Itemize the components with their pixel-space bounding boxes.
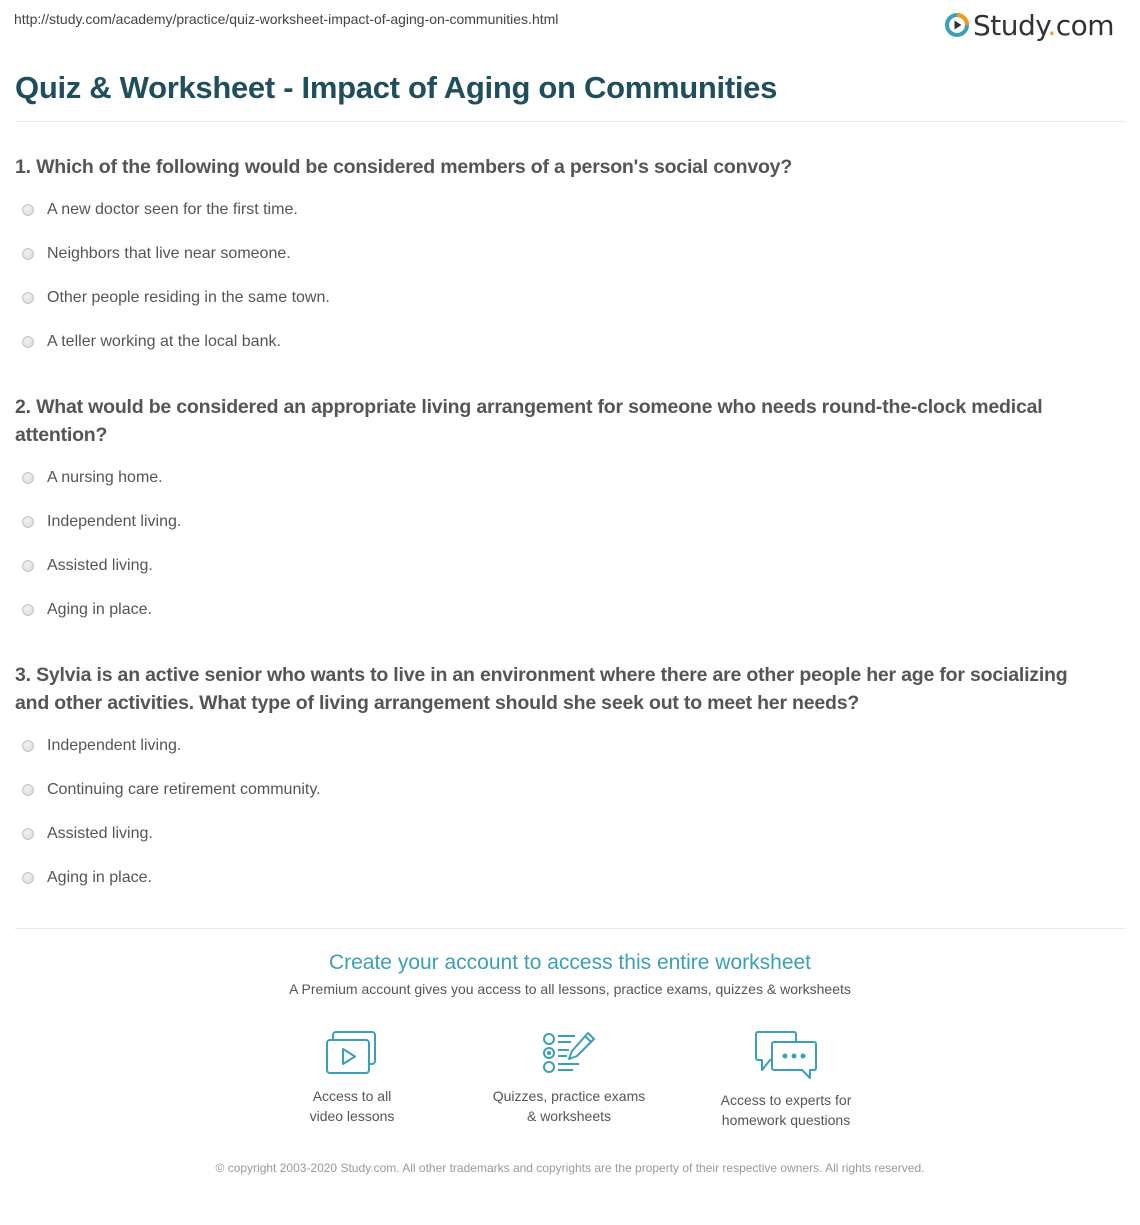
radio-button[interactable] (22, 872, 34, 884)
answer-option[interactable]: Aging in place. (22, 588, 181, 632)
answer-option[interactable]: Continuing care retirement community. (22, 768, 321, 812)
question-1-answers (22, 188, 330, 364)
copyright-footer: © copyright 2003-2020 Study.com. All other trademarks and copyrights are the property of their respective owners. All rights reserved. (215, 1161, 925, 1175)
play-circle-logo-icon (944, 12, 970, 38)
title-divider (15, 121, 1125, 122)
radio-button[interactable] (22, 604, 34, 616)
answer-option[interactable]: A new doctor seen for the first time. (22, 188, 330, 232)
radio-button[interactable] (22, 516, 34, 528)
feature-experts: Access to experts for homework questions (686, 1030, 886, 1130)
radio-button[interactable] (22, 472, 34, 484)
page-url: http://study.com/academy/practice/quiz-worksheet-impact-of-aging-on-communities.html (14, 11, 559, 27)
study-logo[interactable] (944, 8, 1114, 42)
question-2-answers (22, 456, 181, 632)
radio-button[interactable] (22, 740, 34, 752)
cta-divider (15, 928, 1125, 929)
answer-option[interactable]: A nursing home. (22, 456, 181, 500)
question-1-text: 1. Which of the following would be considered members of a person's social convoy? (15, 156, 793, 178)
answer-option[interactable]: Assisted living. (22, 544, 181, 588)
question-3-answers (22, 724, 321, 900)
radio-button[interactable] (22, 784, 34, 796)
answer-option[interactable]: Independent living. (22, 500, 181, 544)
feature-quizzes: Quizzes, practice exams & worksheets (469, 1030, 669, 1126)
feature-video-lessons: Access to all video lessons (252, 1030, 452, 1126)
video-lessons-icon (325, 1030, 379, 1076)
chat-bubbles-icon (754, 1030, 818, 1080)
answer-option[interactable]: A teller working at the local bank. (22, 320, 330, 364)
answer-option[interactable]: Independent living. (22, 724, 321, 768)
question-2-text: 2. What would be considered an appropriate living arrangement for someone who needs round-the-clock medical attention? (15, 396, 1043, 446)
create-account-link[interactable]: Create your account to access this entire worksheet (328, 951, 812, 974)
page-title: Quiz & Worksheet - Impact of Aging on Communities (15, 70, 778, 105)
radio-button[interactable] (22, 204, 34, 216)
logo-wordmark: Study.com (973, 8, 1115, 42)
quiz-checklist-icon (541, 1030, 597, 1076)
answer-option[interactable]: Assisted living. (22, 812, 321, 856)
answer-option[interactable]: Aging in place. (22, 856, 321, 900)
radio-button[interactable] (22, 828, 34, 840)
question-3-text: 3. Sylvia is an active senior who wants to live in an environment where there are other people her age for socializing and other activities. What type of living arrangement should she seek out to meet her needs? (15, 664, 1068, 714)
radio-button[interactable] (22, 248, 34, 260)
answer-option[interactable]: Neighbors that live near someone. (22, 232, 330, 276)
answer-option[interactable]: Other people residing in the same town. (22, 276, 330, 320)
radio-button[interactable] (22, 560, 34, 572)
radio-button[interactable] (22, 292, 34, 304)
radio-button[interactable] (22, 336, 34, 348)
cta-subtitle: A Premium account gives you access to all lessons, practice exams, quizzes & worksheets (289, 981, 851, 997)
